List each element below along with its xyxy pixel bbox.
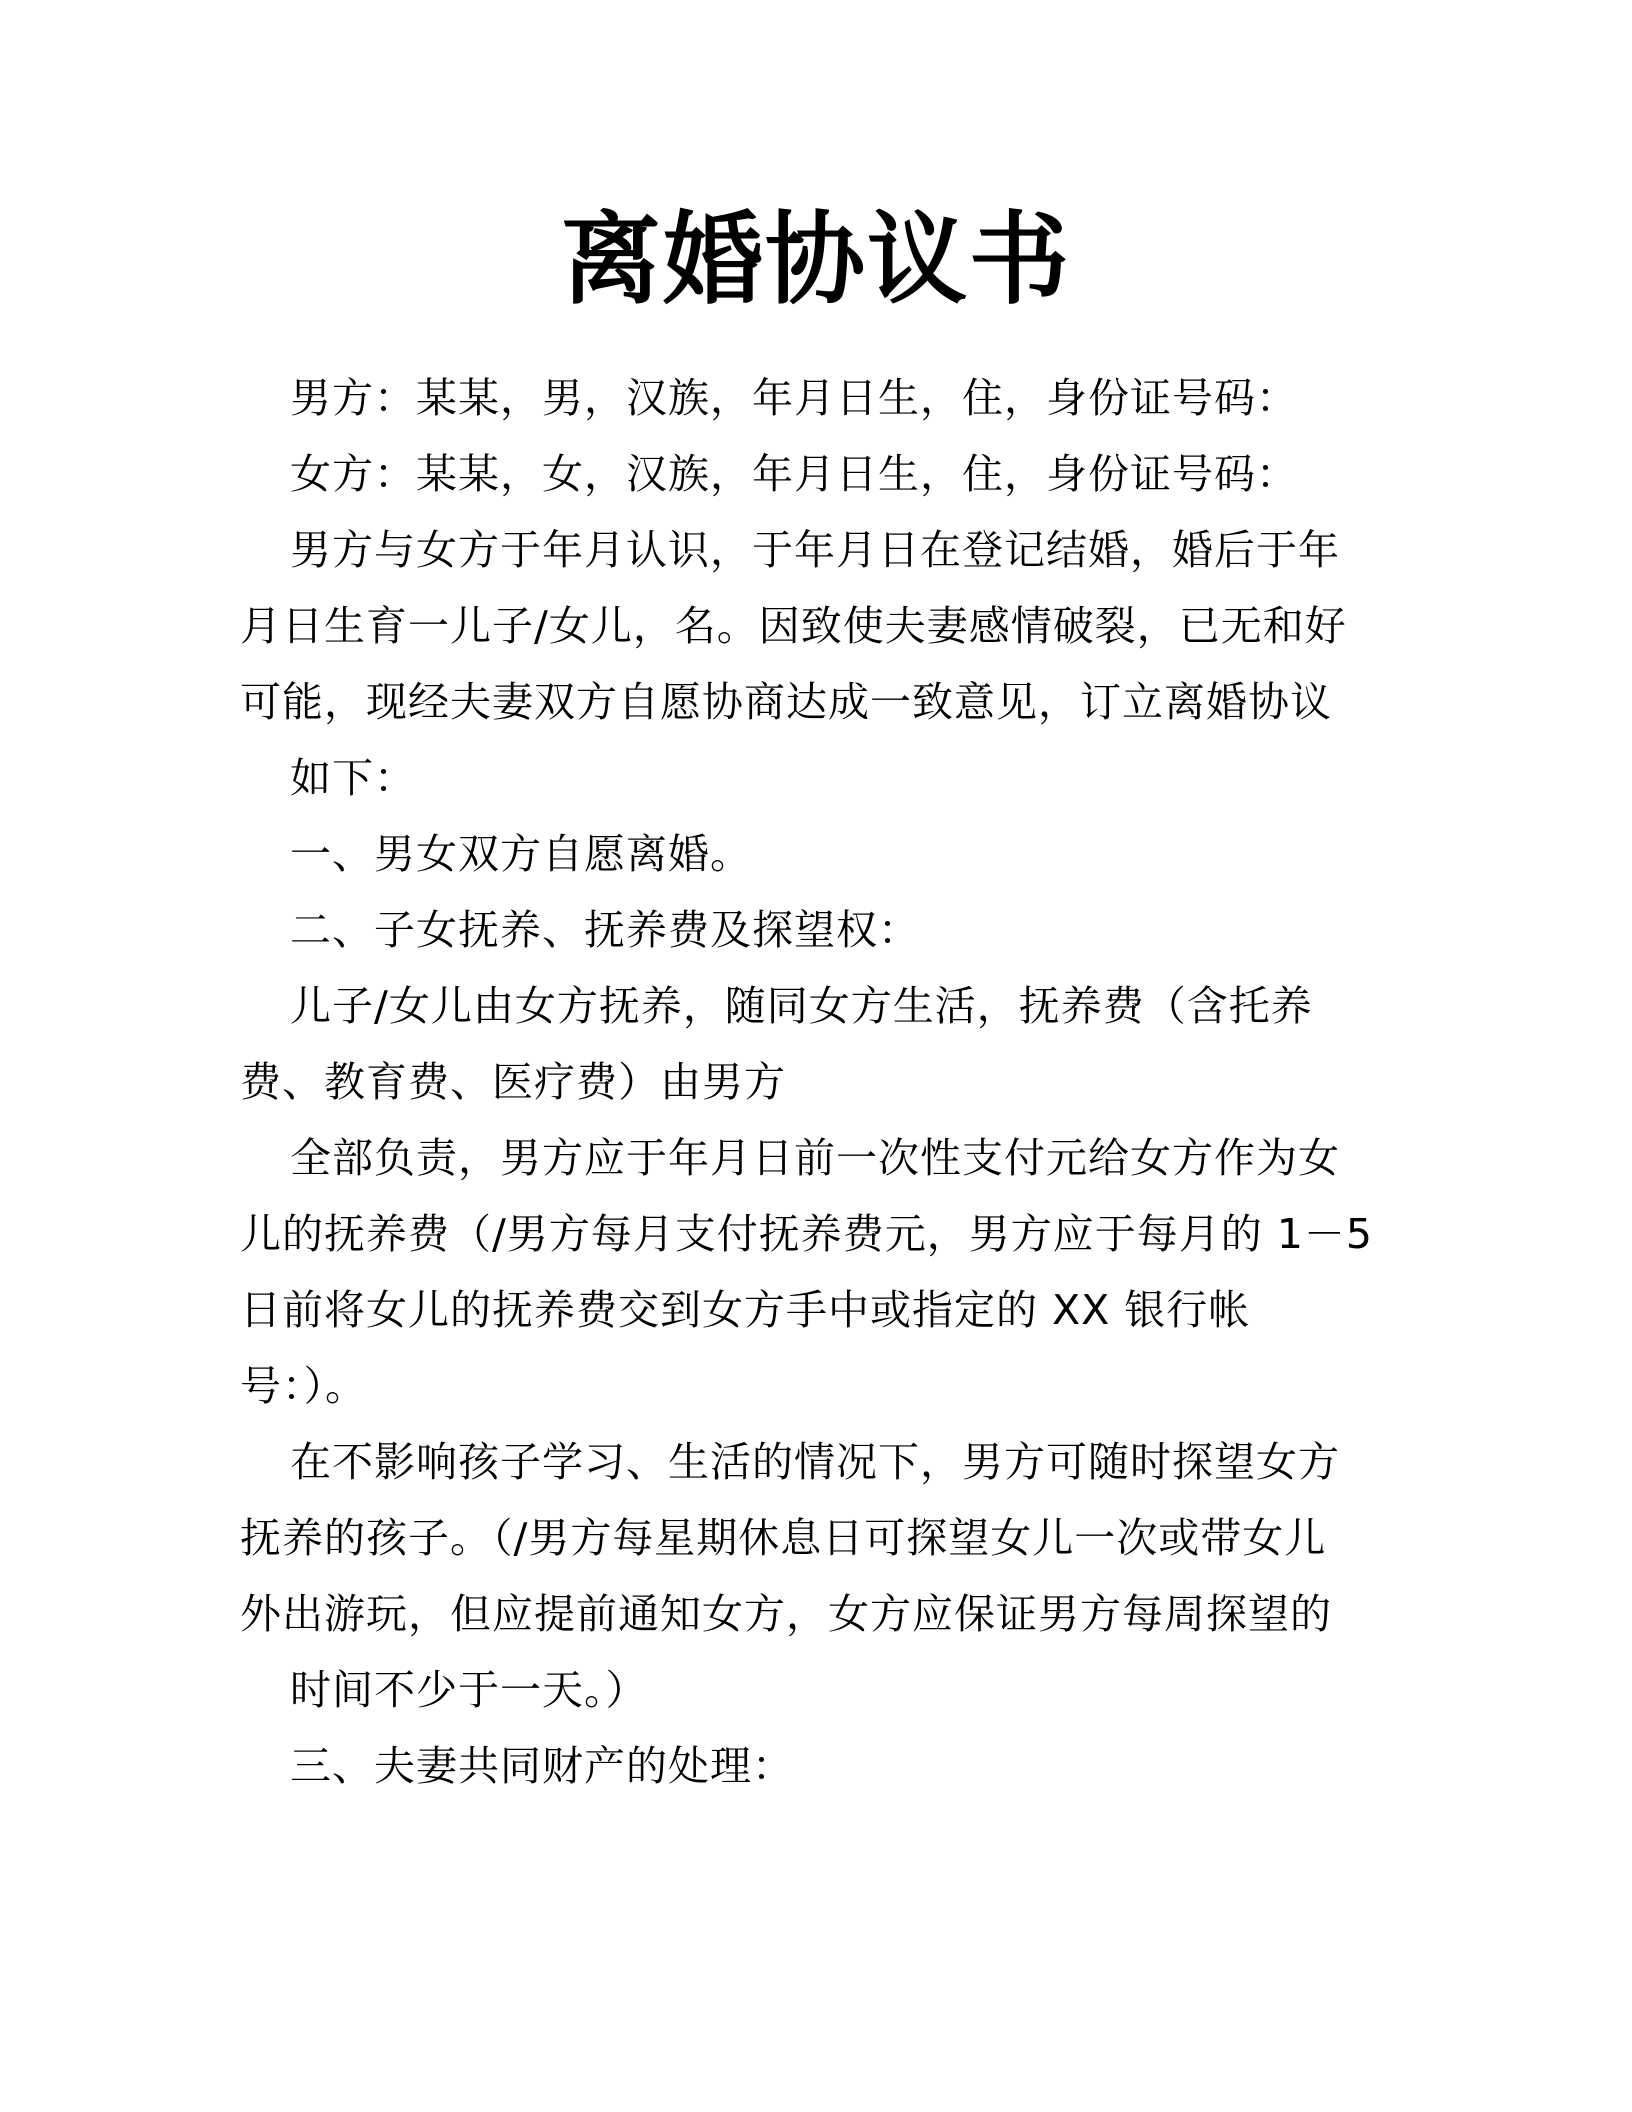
document-title: 离婚协议书 [561,201,1071,318]
section-heading-2: 二、子女抚养、抚养费及探望权： [290,906,920,954]
paragraph-line: 男方与女方于年月认识，于年月日在登记结婚，婚后于年 [290,526,1340,574]
paragraph-line: 费、教育费、医疗费）由男方 [240,1058,786,1106]
paragraph-line: 全部负责，男方应于年月日前一次性支付元给女方作为女 [290,1134,1340,1182]
paragraph-line: 抚养的孩子。（/男方每星期休息日可探望女儿一次或带女儿 [240,1514,1327,1562]
paragraph-line: 在不影响孩子学习、生活的情况下，男方可随时探望女方 [290,1438,1340,1486]
paragraph-line: 可能，现经夫妻双方自愿协商达成一致意见，订立离婚协议 [240,678,1332,726]
paragraph-line-female-party: 女方：某某，女，汉族，年月日生，住，身份证号码： [290,450,1298,498]
section-heading-3: 三、夫妻共同财产的处理： [290,1742,794,1790]
paragraph-line: 儿子/女儿由女方抚养，随同女方生活，抚养费（含托养 [290,982,1313,1030]
paragraph-line: 时间不少于一天。） [290,1666,648,1714]
section-heading-1: 一、男女双方自愿离婚。 [290,830,752,878]
paragraph-line: 号：）。 [240,1362,367,1410]
paragraph-line-male-party: 男方：某某，男，汉族，年月日生，住，身份证号码： [290,374,1298,422]
paragraph-line: 如下： [290,754,416,802]
paragraph-line: 日前将女儿的抚养费交到女方手中或指定的 XX 银行帐 [240,1286,1251,1334]
paragraph-line: 儿的抚养费（/男方每月支付抚养费元，男方应于每月的 1－5 [240,1210,1374,1258]
paragraph-line: 外出游玩，但应提前通知女方，女方应保证男方每周探望的 [240,1590,1332,1638]
paragraph-line: 月日生育一儿子/女儿，名。因致使夫妻感情破裂，已无和好 [240,602,1347,650]
